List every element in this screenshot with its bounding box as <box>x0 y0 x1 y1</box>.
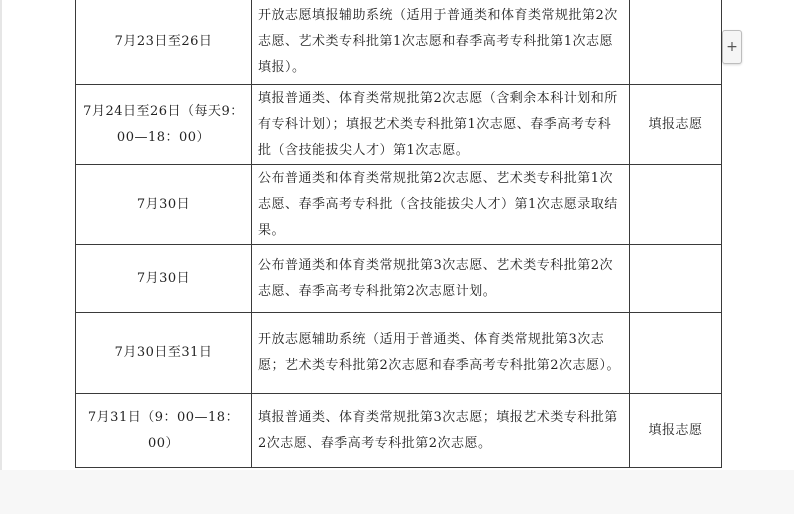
action-cell: 填报志愿 <box>630 394 722 468</box>
action-cell <box>630 0 722 85</box>
date-cell: 7月30日至31日 <box>76 313 252 394</box>
content-cell: 填报普通类、体育类常规批第2次志愿（含剩余本科计划和所有专科计划）；填报艺术类专科批第1次志愿、春季高考专科批（含技能拔尖人才）第1次志愿。 <box>252 85 630 165</box>
action-cell: 填报志愿 <box>630 85 722 165</box>
table-row <box>76 0 722 85</box>
table-row <box>76 394 722 468</box>
content-cell: 开放志愿填报辅助系统（适用于普通类和体育类常规批第2次志愿、艺术类专科批第1次志愿和春季高考专科批第1次志愿填报）。 <box>252 0 630 85</box>
action-cell <box>630 165 722 245</box>
page-bottom-gutter <box>0 470 794 514</box>
content-cell: 公布普通类和体育类常规批第3次志愿、艺术类专科批第2次志愿、春季高考专科批第2次志愿计划。 <box>252 245 630 313</box>
expand-button[interactable] <box>722 30 742 64</box>
date-cell: 7月30日 <box>76 245 252 313</box>
action-cell <box>630 245 722 313</box>
content-cell: 填报普通类、体育类常规批第3次志愿；填报艺术类专科批第2次志愿、春季高考专科批第2次志愿。 <box>252 394 630 468</box>
plus-icon: + <box>726 39 738 55</box>
content-cell: 开放志愿辅助系统（适用于普通类、体育类常规批第3次志愿；艺术类专科批第2次志愿和春季高考专科批第2次志愿）。 <box>252 313 630 394</box>
date-cell: 7月30日 <box>76 165 252 245</box>
table-row <box>76 245 722 313</box>
content-cell: 公布普通类和体育类常规批第2次志愿、艺术类专科批第1次志愿、春季高考专科批（含技能拔尖人才）第1次志愿录取结果。 <box>252 165 630 245</box>
action-cell <box>630 313 722 394</box>
date-cell: 7月23日至26日 <box>76 0 252 85</box>
table-row <box>76 165 722 245</box>
table-row <box>76 313 722 394</box>
page-left-edge <box>0 0 2 514</box>
date-cell: 7月31日（9：00—18：00） <box>76 394 252 468</box>
table-row <box>76 85 722 165</box>
schedule-table <box>75 0 722 468</box>
date-cell: 7月24日至26日（每天9：00—18：00） <box>76 85 252 165</box>
